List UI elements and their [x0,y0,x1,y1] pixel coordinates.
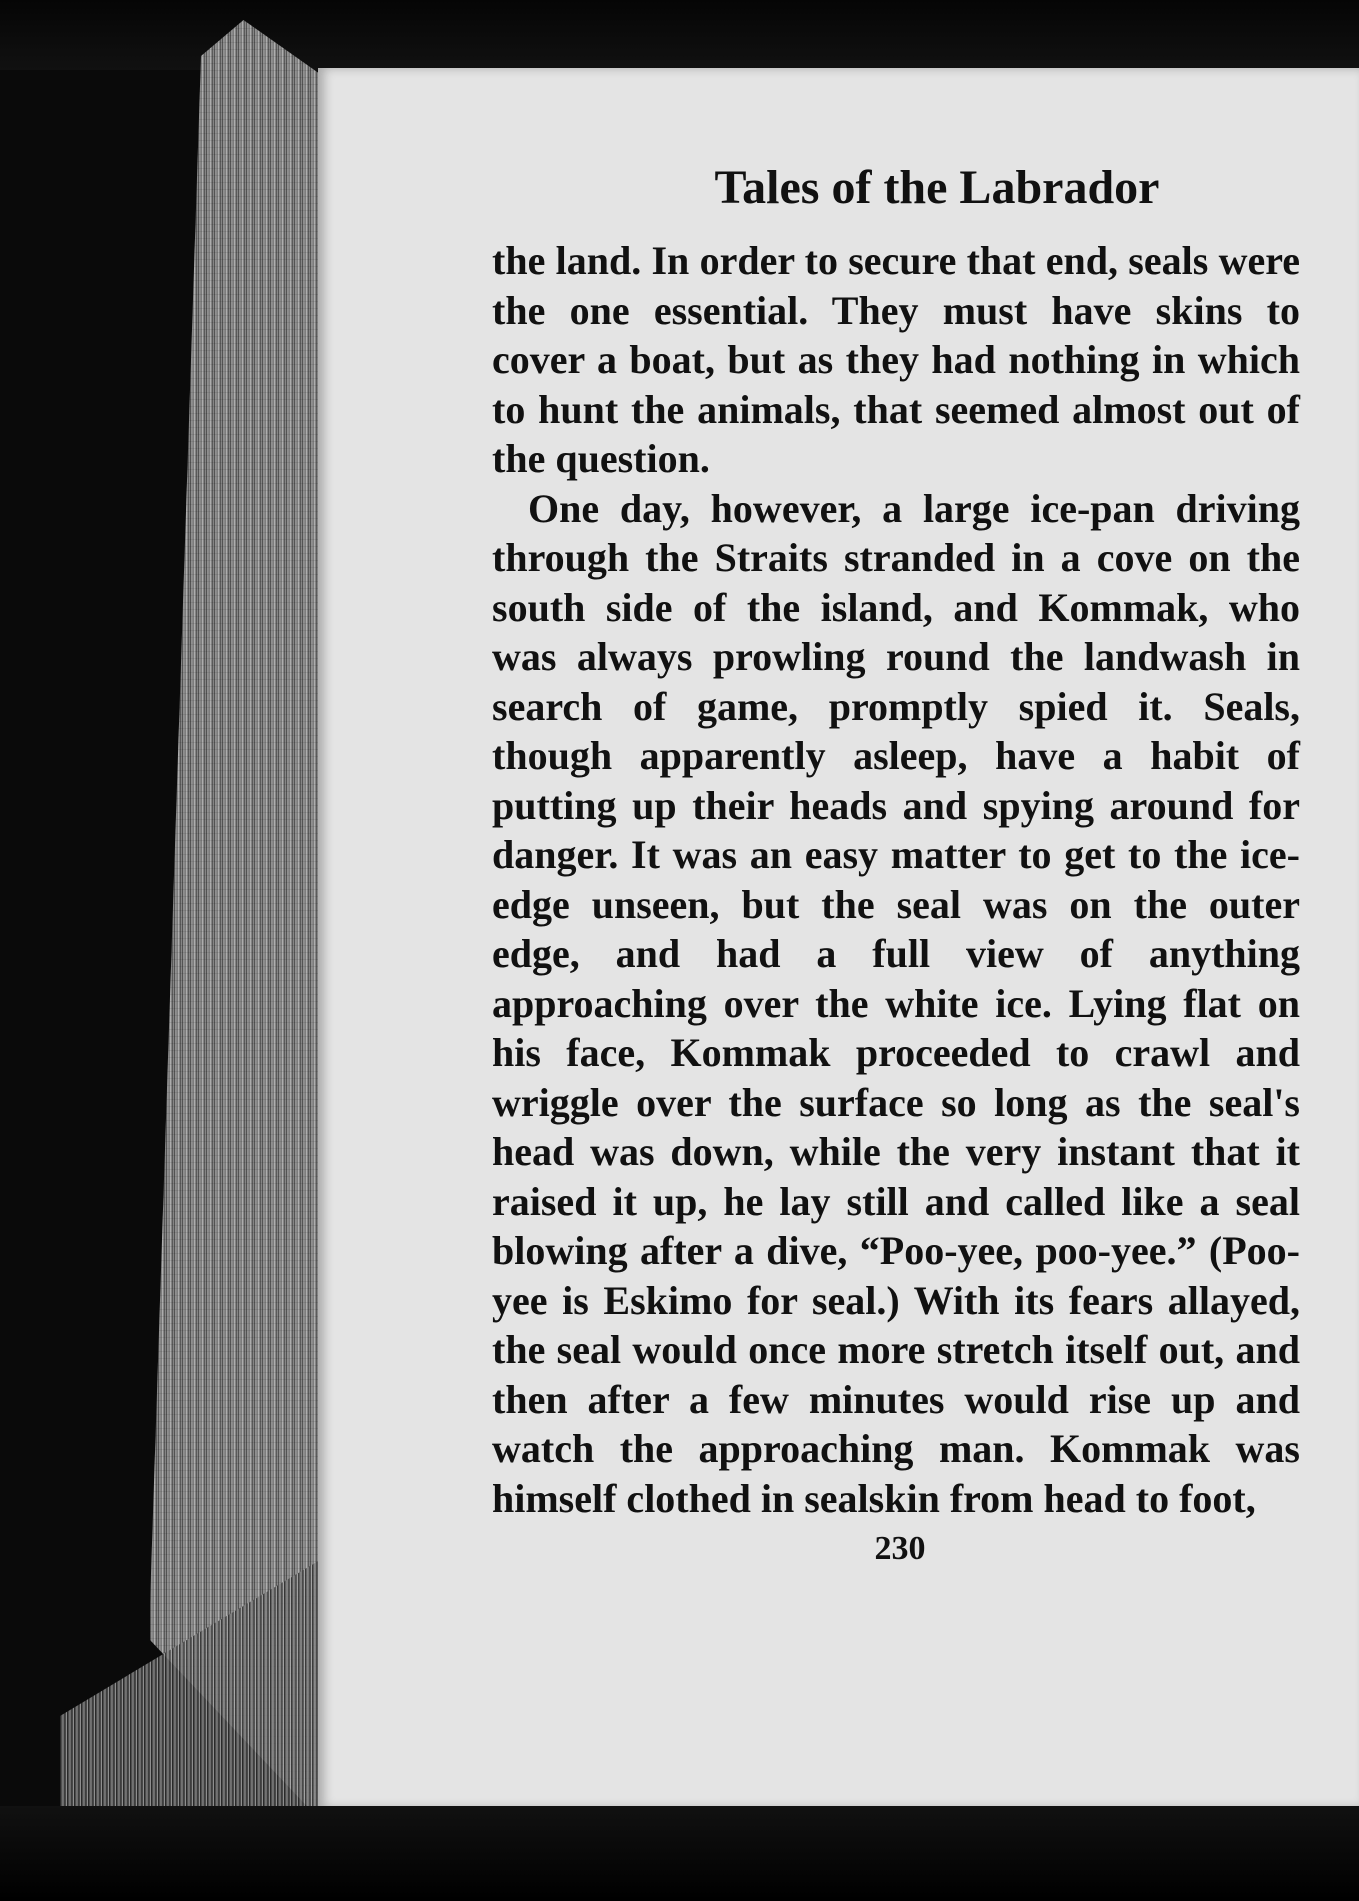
stacked-page-edges [150,20,320,1820]
page-number: 230 [874,1530,926,1567]
paragraph-2: One day, however, a large ice-pan driving through the Straits stranded in a cove on the south side of the island, and Kommak, who was always prowling round the landwash in search of game, promptly spied it. Seals, though apparently asleep, have a habit of putting up their heads and spying around for danger. It was an easy matter to get to the ice-edge unseen, but the seal was on the outer edge, and had a full view of anything approaching over the white ice. Lying flat on his face, Kommak proceeded to crawl and wriggle over the surface so long as the seal's head was down, while the very instant that it raised it up, he lay still and called like a seal blowing after a dive, “Poo-yee, poo-yee.” (Poo-yee is Eskimo for seal.) With its fears allayed, the seal would once more stretch itself out, and then after a few minutes would rise up and watch the approaching man. Kommak was himself clothed in sealskin from head to foot, [492,485,1300,1521]
bottom-scan-border [0,1806,1359,1901]
body-text [492,236,1300,1523]
running-head: Tales of the Labrador [714,161,1160,214]
paragraph-1: the land. In order to secure that end, seals were the one essential. They must have skins to cover a boat, but as they had nothing in which to hunt the animals, that seemed almost out of the question. [492,238,1300,481]
